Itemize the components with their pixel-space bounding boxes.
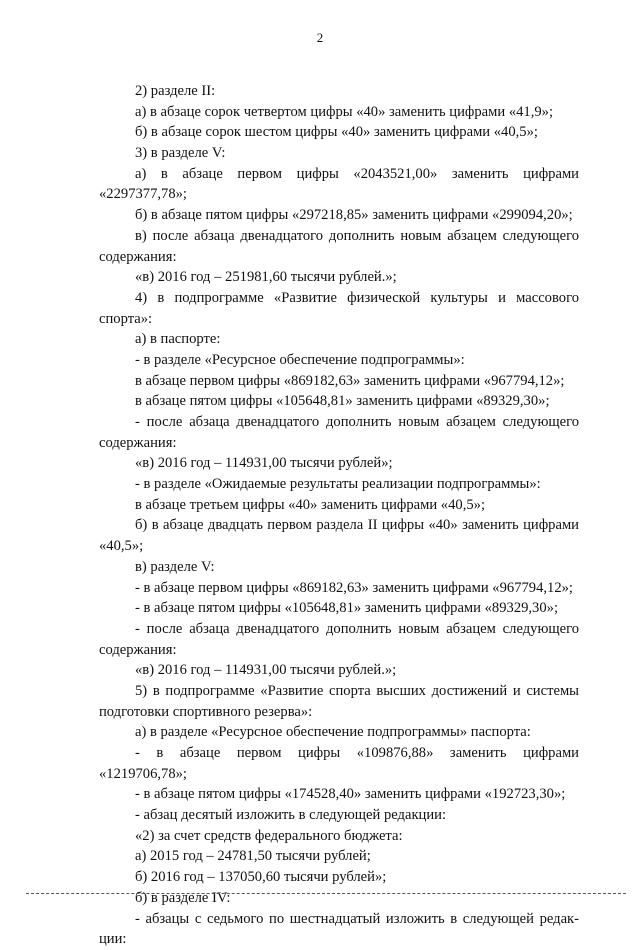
text-line: б) в разделе IV:: [135, 889, 231, 906]
text-line: б) в абзаце пятом цифры «297218,85» заменить цифрами «299094,20»;: [135, 207, 573, 224]
text-line: - в абзаце первом цифры «869182,63» заменить цифрами «967794,12»;: [135, 579, 573, 596]
text-line: - абзацы с седьмого по шестнадцатый изложить в следующей редак-: [135, 910, 579, 927]
text-line: б) 2016 год – 137050,60 тысячи рублей»;: [135, 869, 387, 886]
text-line: а) в паспорте:: [135, 331, 221, 348]
text-line: подготовки спортивного резерва»:: [99, 703, 313, 720]
text-line: а) в абзаце сорок четвертом цифры «40» заменить цифрами «41,9»;: [135, 103, 554, 120]
text-line: - после абзаца двенадцатого дополнить новым абзацем следующего: [135, 620, 579, 637]
text-line: «1219706,78»;: [99, 765, 187, 782]
text-line: б) в абзаце двадцать первом раздела II цифры «40» заменить цифрами: [135, 517, 579, 534]
text-line: - в разделе «Ожидаемые результаты реализации подпрограммы»:: [135, 476, 541, 493]
text-line: «2) за счет средств федерального бюджета:: [135, 827, 403, 844]
text-line: «2297377,78»;: [99, 186, 187, 203]
text-line: содержания:: [99, 434, 177, 451]
page-number: 2: [316, 30, 324, 45]
text-line: - в абзаце пятом цифры «105648,81» заменить цифрами «89329,30»;: [135, 600, 559, 617]
text-line: а) в абзаце первом цифры «2043521,00» заменить цифрами: [135, 165, 579, 182]
text-line: «в) 2016 год – 114931,00 тысячи рублей.»;: [135, 662, 397, 679]
text-line: в) разделе V:: [135, 558, 215, 575]
text-line: спорта»:: [99, 310, 153, 327]
text-line: «в) 2016 год – 251981,60 тысячи рублей.»;: [135, 269, 397, 286]
text-line: - абзац десятый изложить в следующей редакции:: [135, 807, 447, 824]
text-line: «в) 2016 год – 114931,00 тысячи рублей»;: [135, 455, 393, 472]
text-line: - после абзаца двенадцатого дополнить новым абзацем следующего: [135, 414, 579, 430]
text-line: содержания:: [99, 641, 177, 658]
text-line: - в абзаце пятом цифры «174528,40» заменить цифрами «192723,30»;: [135, 786, 566, 803]
text-line: а) в разделе «Ресурсное обеспечение подпрограммы» паспорта:: [135, 724, 531, 741]
text-line: в абзаце пятом цифры «105648,81» заменить цифрами «89329,30»;: [135, 393, 550, 410]
text-line: ции:: [99, 931, 127, 948]
text-line: - в разделе «Ресурсное обеспечение подпрограммы»:: [135, 351, 465, 368]
text-line: - в абзаце первом цифры «109876,88» заменить цифрами: [135, 745, 579, 761]
text-line: в абзаце третьем цифры «40» заменить цифрами «40,5»;: [135, 496, 485, 513]
text-line: в) после абзаца двенадцатого дополнить новым абзацем следующего: [135, 227, 579, 244]
document-body: [99, 81, 579, 950]
text-line: содержания:: [99, 248, 177, 265]
page-bottom-rule: [26, 893, 626, 894]
text-line: 2) разделе II:: [135, 83, 216, 99]
text-line: 5) в подпрограмме «Развитие спорта высших достижений и системы: [135, 682, 579, 699]
text-line: б) в абзаце сорок шестом цифры «40» заменить цифрами «40,5»;: [135, 124, 538, 141]
text-line: 4) в подпрограмме «Развитие физической культуры и массового: [135, 289, 579, 306]
text-line: в абзаце первом цифры «869182,63» заменить цифрами «967794,12»;: [135, 372, 565, 389]
text-line: «40,5»;: [99, 538, 144, 555]
text-line: а) 2015 год – 24781,50 тысячи рублей;: [135, 848, 371, 865]
text-line: 3) в разделе V:: [135, 145, 226, 162]
